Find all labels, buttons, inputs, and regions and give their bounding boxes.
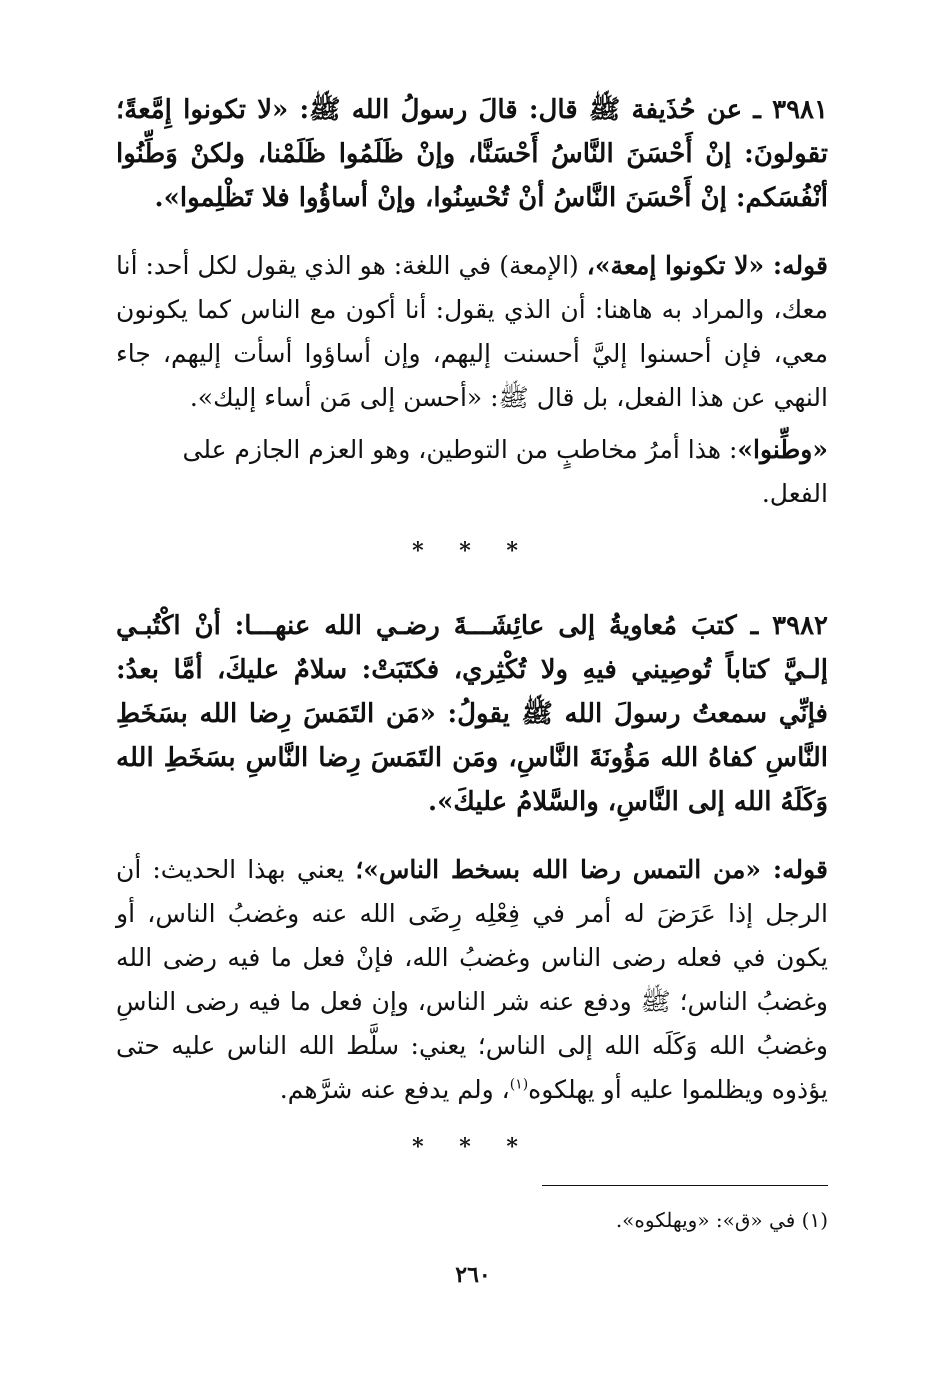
hadith-3981 — [116, 88, 828, 220]
footnote — [116, 1205, 828, 1235]
page-number: ٢٦٠ — [455, 1262, 491, 1288]
commentary-3981-note — [116, 428, 828, 516]
commentary-3981 — [116, 244, 828, 420]
hadith-3982 — [116, 604, 828, 824]
hadith-text: ـ كتبَ مُعاويةُ إلى عائِشَـــةَ رضـي الله عنهـــا: أنْ اكْتُبـي إلـيَّ كتاباً تُوصِيني فيهِ ولا تُكْثِري، فكتَبَتْ: سلامٌ عليكَ، أمَّا بعدُ: فإنِّي سمعتُ رسولَ الله ﷺ يقولُ: «مَن التَمَسَ رِضا الله بسَخَطِ النَّاسِ كفاهُ الله مَؤُونَةَ النَّاسِ، ومَن التَمَسَ رِضا النَّاسِ بسَخَطِ الله وَكَلَهُ الله إلى النَّاسِ، والسَّلامُ عليكَ». — [116, 611, 828, 817]
hadith-number: ٣٩٨١ — [772, 95, 828, 125]
commentary-term-text: : هذا أمرُ مخاطبٍ من التوطين، وهو العزم الجازم على الفعل. — [182, 435, 828, 508]
commentary-3982 — [116, 848, 828, 1112]
page-body — [116, 88, 828, 1200]
section-separator: * * * — [412, 1134, 532, 1160]
hadith-text: ـ عن حُذَيفة ﷺ قال: قالَ رسولُ الله ﷺ: «لا تكونوا إِمَّعةً؛ تقولونَ: إنْ أَحْسَنَ النَّاسُ أَحْسَنَّا، وإنْ ظَلَمُوا ظَلَمْنا، ولكنْ وَطِّنُوا أنْفُسَكم: إنْ أَحْسَنَ النَّاسُ أنْ تُحْسِنُوا، وإنْ أساؤُوا فلا تَظْلِموا». — [116, 95, 828, 213]
commentary-text-end: ، ولم يدفع عنه شرَّهم. — [279, 1075, 510, 1104]
commentary-lead: قوله: «من التمس رضا الله بسخط الناس»؛ — [355, 855, 828, 884]
section-separator: * * * — [412, 538, 532, 564]
footnote-divider — [542, 1185, 828, 1186]
commentary-term: «وطِّنوا» — [737, 435, 828, 464]
commentary-text: يعني بهذا الحديث: أن الرجل إذا عَرَضَ له أمر في فِعْلِه رِضَى الله عنه وغضبُ الناس، أو يكون في فعله رضى الناس وغضبُ الله، فإنْ فعل ما فيه رضى الله وغضبُ الناس؛ ﷺ ودفع عنه شر الناس، وإن فعل ما فيه رضى الناسِ وغضبُ الله وَكَلَه الله إلى الناس؛ يعني: سلَّط الله الناس عليه حتى يؤذوه ويظلموا عليه أو يهلكوه — [116, 855, 828, 1104]
footnote-marker: (١) — [801, 1208, 828, 1232]
hadith-number: ٣٩٨٢ — [772, 611, 828, 641]
footnote-text: في «ق»: «ويهلكوه». — [615, 1208, 796, 1232]
commentary-text: (الإمعة) في اللغة: هو الذي يقول لكل أحد: أنا معك، والمراد به هاهنا: أن الذي يقول: أنا أكون مع الناس كما يكونون معي، فإن أحسنوا إليَّ أحسنت إليهم، وإن أساؤوا أسأت إليهم، جاء النهي عن هذا الفعل، بل قال ﷺ: «أحسن إلى مَن أساء إليك». — [116, 251, 828, 412]
footnote-reference[interactable]: (١) — [509, 1076, 529, 1093]
commentary-lead: قوله: «لا تكونوا إمعة»، — [586, 251, 828, 280]
